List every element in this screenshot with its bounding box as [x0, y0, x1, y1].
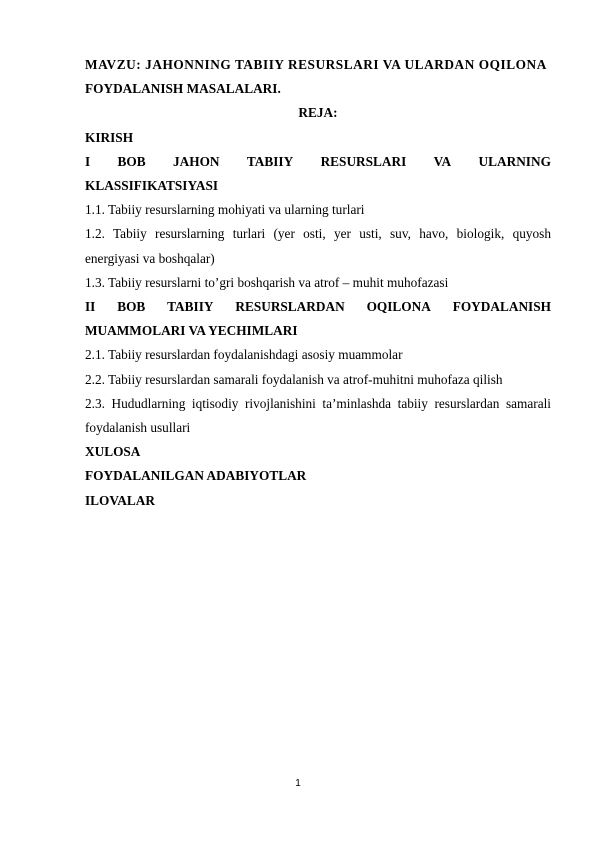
- section-1-1: 1.1. Tabiiy resurslarning mohiyati va ularning turlari: [85, 202, 365, 218]
- chapter-1-word: TABIIY: [246, 153, 294, 169]
- section-2-1: 2.1. Tabiiy resurslardan foydalanishdagi asosiy muammolar: [85, 347, 403, 363]
- chapter-2-word: BOB: [117, 299, 146, 315]
- title-line-2: FOYDALANISH MASALALARI.: [85, 81, 281, 97]
- chapter-2-word: RESURSLARDAN: [235, 299, 345, 315]
- section-1-2: 1.2. Tabiiy resurslarning turlari (yer osti, yer usti, suv, havo, biologik, quyosh energiyasi va boshqalar): [85, 226, 551, 266]
- document-body: [85, 53, 551, 513]
- chapter-2-heading: [85, 295, 551, 319]
- conclusion-heading: XULOSA: [85, 444, 141, 460]
- chapter-2-heading-line-2: MUAMMOLARI VA YECHIMLARI: [85, 323, 298, 339]
- title-line-1-text: MAVZU: JAHONNING TABIIY RESURSLARI VA ULARDAN OQILONA: [85, 57, 547, 72]
- chapter-1-word: I: [85, 153, 91, 169]
- chapter-2-word: TABIIY: [167, 299, 214, 315]
- intro-heading: KIRISH: [85, 129, 134, 145]
- references-heading: FOYDALANILGAN ADABIYOTLAR: [85, 468, 307, 484]
- plan-heading: REJA:: [298, 105, 338, 121]
- chapter-1-word: JAHON: [173, 153, 220, 169]
- chapter-2-word: OQILONA: [366, 299, 431, 315]
- chapter-2-word: II: [85, 299, 96, 315]
- chapter-1-word: VA: [433, 153, 452, 169]
- chapter-1-word: BOB: [117, 153, 146, 169]
- chapter-1-heading: [85, 150, 551, 174]
- section-1-3: 1.3. Tabiiy resurslarni to’gri boshqarish va atrof – muhit muhofazasi: [85, 274, 449, 290]
- page-number: 1: [295, 778, 301, 789]
- chapter-1-heading-line-2: KLASSIFIKATSIYASI: [85, 178, 219, 194]
- section-2-3: 2.3. Hududlarning iqtisodiy rivojlanishini ta’minlashda tabiiy resurslardan samarali foydalanish usullari: [85, 395, 551, 436]
- chapter-1-word: RESURSLARI: [320, 153, 407, 169]
- chapter-1-word: ULARNING: [478, 153, 551, 169]
- appendices-heading: ILOVALAR: [85, 492, 155, 508]
- title-line-1: [85, 53, 551, 77]
- section-2-2: 2.2. Tabiiy resurslardan samarali foydalanish va atrof-muhitni muhofaza qilish: [85, 371, 503, 387]
- chapter-2-word: FOYDALANISH: [452, 299, 551, 315]
